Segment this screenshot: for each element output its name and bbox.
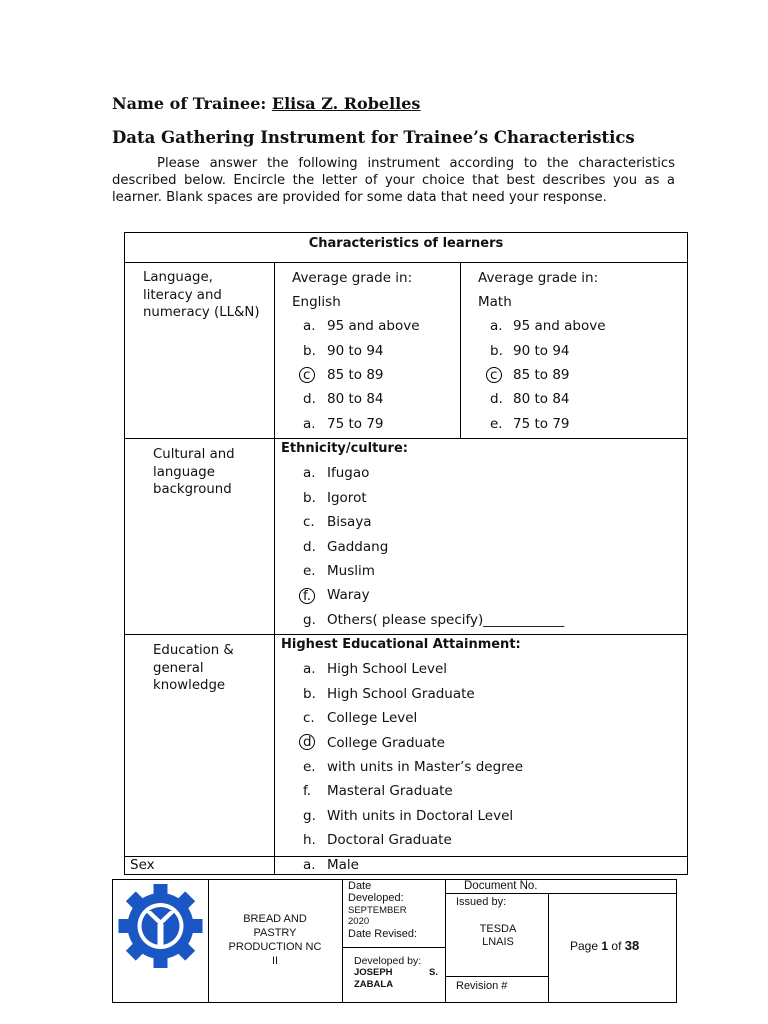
option-text: Waray bbox=[327, 587, 370, 603]
culture-heading: Ethnicity/culture: bbox=[281, 441, 408, 456]
course-title: BREAD AND PASTRY PRODUCTION NC II bbox=[228, 913, 322, 967]
option-letter: d. bbox=[303, 539, 316, 555]
option-text: High School Level bbox=[327, 661, 448, 677]
page-current: 1 bbox=[601, 939, 609, 953]
date-revised-label: Date Revised: bbox=[348, 928, 418, 940]
page-total: 38 bbox=[624, 938, 640, 953]
option-letter: c. bbox=[303, 514, 315, 530]
option-letter: d. bbox=[303, 391, 316, 407]
option-letter: a. bbox=[303, 465, 316, 481]
option-text: Male bbox=[327, 857, 359, 873]
option-letter: f. bbox=[303, 783, 312, 799]
instructions-paragraph: Please answer the following instrument according to the characteristics described below. Encircle the letter of your choice that best describes you as a learner. Blank spaces are provided for some data that need your response. bbox=[112, 156, 675, 205]
option-text: 80 to 84 bbox=[327, 391, 384, 407]
option-text: With units in Doctoral Level bbox=[327, 808, 514, 824]
option-text: 85 to 89 bbox=[513, 367, 570, 383]
option-text: 75 to 79 bbox=[327, 416, 384, 432]
math-subject: Math bbox=[478, 294, 512, 310]
option-letter: c bbox=[303, 367, 311, 383]
option-letter: c bbox=[490, 367, 498, 383]
date-developed-value: SEPTEMBER 2020 bbox=[348, 905, 407, 927]
culture-label: Cultural and language background bbox=[153, 447, 235, 497]
education-heading: Highest Educational Attainment: bbox=[281, 637, 521, 652]
option-letter: d bbox=[303, 734, 312, 750]
developed-by-label: Developed by: bbox=[354, 955, 422, 967]
option-letter: h. bbox=[303, 832, 316, 848]
option-text: 90 to 94 bbox=[513, 343, 570, 359]
option-letter: e. bbox=[490, 416, 503, 432]
option-letter: g. bbox=[303, 612, 316, 628]
option-letter: a. bbox=[303, 318, 316, 334]
page-number bbox=[570, 940, 639, 952]
page-prefix: Page bbox=[570, 939, 599, 953]
option-text: Ifugao bbox=[327, 465, 370, 481]
sex-label: Sex bbox=[130, 857, 155, 873]
option-text: Bisaya bbox=[327, 514, 372, 530]
option-letter: b. bbox=[303, 490, 316, 506]
math-title: Average grade in: bbox=[478, 270, 599, 286]
option-text: 95 and above bbox=[327, 318, 420, 334]
english-subject: English bbox=[292, 294, 341, 310]
option-text: Gaddang bbox=[327, 539, 389, 555]
page-of: of bbox=[611, 939, 622, 953]
option-text: 75 to 79 bbox=[513, 416, 570, 432]
option-letter: e. bbox=[303, 563, 316, 579]
option-text: 85 to 89 bbox=[327, 367, 384, 383]
option-letter: g. bbox=[303, 808, 316, 824]
option-letter: f. bbox=[303, 588, 312, 604]
date-developed-label: Date Developed: bbox=[348, 880, 404, 904]
option-text: High School Graduate bbox=[327, 686, 475, 702]
option-letter: a. bbox=[490, 318, 503, 334]
english-title: Average grade in: bbox=[292, 270, 413, 286]
option-text: 95 and above bbox=[513, 318, 606, 334]
lln-label: Language, literacy and numeracy (LL&N) bbox=[143, 270, 260, 320]
option-letter: e. bbox=[303, 759, 316, 775]
document-no-label: Document No. bbox=[464, 880, 538, 892]
option-text: 80 to 84 bbox=[513, 391, 570, 407]
table-heading: Characteristics of learners bbox=[308, 236, 504, 251]
trainee-name-line bbox=[112, 94, 420, 113]
issued-by-value: TESDA LNAIS bbox=[479, 923, 517, 948]
education-label: Education & general knowledge bbox=[153, 643, 234, 693]
trainee-name-value: Elisa Z. Robelles bbox=[271, 94, 421, 113]
option-letter: c. bbox=[303, 710, 315, 726]
option-letter: a. bbox=[303, 416, 316, 432]
trainee-name-label: Name of Trainee: bbox=[112, 94, 267, 113]
option-text: Igorot bbox=[327, 490, 367, 506]
developed-by-value: JOSEPH S. ZABALA bbox=[354, 967, 438, 990]
option-text: Doctoral Graduate bbox=[327, 832, 452, 848]
issued-by-label: Issued by: bbox=[456, 896, 507, 908]
document-title: Data Gathering Instrument for Trainee’s Characteristics bbox=[112, 128, 635, 147]
option-letter: a. bbox=[303, 661, 316, 677]
option-letter: b. bbox=[490, 343, 503, 359]
option-letter: a. bbox=[303, 857, 316, 873]
tesda-logo bbox=[114, 880, 207, 976]
option-text: Masteral Graduate bbox=[327, 783, 453, 799]
option-text: 90 to 94 bbox=[327, 343, 384, 359]
option-text: College Level bbox=[327, 710, 418, 726]
tesda-logo-icon bbox=[114, 880, 207, 972]
option-letter: d. bbox=[490, 391, 503, 407]
option-letter: b. bbox=[303, 343, 316, 359]
option-text: College Graduate bbox=[327, 735, 445, 751]
option-letter: b. bbox=[303, 686, 316, 702]
revision-label: Revision # bbox=[456, 980, 508, 992]
option-text: Others( please specify)____________ bbox=[327, 612, 565, 628]
option-text: with units in Master’s degree bbox=[327, 759, 524, 775]
option-text: Muslim bbox=[327, 563, 375, 579]
